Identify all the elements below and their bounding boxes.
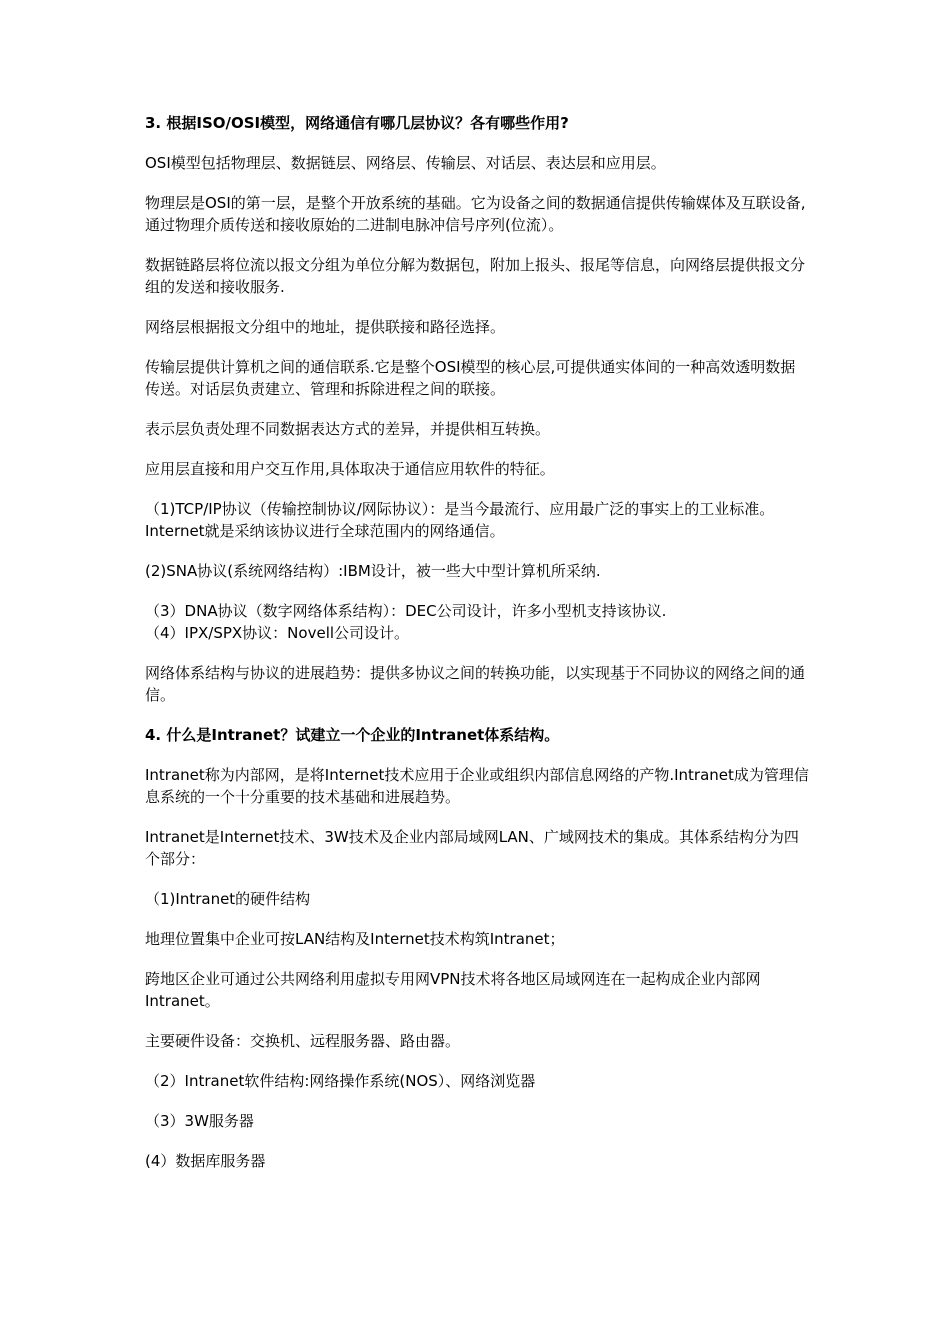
section-4-heading: 4. 什么是Intranet？试建立一个企业的Intranet体系结构。 <box>145 726 560 744</box>
paragraph-vpn: 跨地区企业可通过公共网络利用虚拟专用网VPN技术将各地区局域网连在一起构成企业内部网Intranet。 <box>145 970 761 1010</box>
paragraph-dna-protocol: （3）DNA协议（数字网络体系结构）：DEC公司设计，许多小型机支持该协议. <box>145 602 667 620</box>
paragraph-ipx-spx-protocol: （4）IPX/SPX协议：Novell公司设计。 <box>145 624 410 642</box>
paragraph-intranet-hardware: （1)Intranet的硬件结构 <box>145 890 311 908</box>
paragraph-physical-layer: 物理层是OSI的第一层，是整个开放系统的基础。它为设备之间的数据通信提供传输媒体及互联设备,通过物理介质传送和接收原始的二进制电脉冲信号序列(位流）。 <box>145 194 806 234</box>
paragraph-3w-server: （3）3W服务器 <box>145 1112 254 1130</box>
paragraph-application-layer: 应用层直接和用户交互作用,具体取决于通信应用软件的特征。 <box>145 460 555 478</box>
paragraph-intranet-software: （2）Intranet软件结构:网络操作系统(NOS）、网络浏览器 <box>145 1072 536 1090</box>
section-3-heading: 3. 根据ISO/OSI模型，网络通信有哪几层协议？各有哪些作用? <box>145 114 569 132</box>
document-body <box>145 112 810 1190</box>
paragraph-intranet-integration: Intranet是Internet技术、3W技术及企业内部局域网LAN、广域网技术的集成。其体系结构分为四个部分： <box>145 828 799 868</box>
paragraph-lan-structure: 地理位置集中企业可按LAN结构及Internet技术构筑Intranet； <box>145 930 565 948</box>
paragraph-osi-layers: OSI模型包括物理层、数据链层、网络层、传输层、对话层、表达层和应用层。 <box>145 154 666 172</box>
paragraph-protocol-trend: 网络体系结构与协议的进展趋势：提供多协议之间的转换功能，以实现基于不同协议的网络之间的通信。 <box>145 664 806 704</box>
paragraph-database-server: (4）数据库服务器 <box>145 1152 266 1170</box>
paragraph-presentation-layer: 表示层负责处理不同数据表达方式的差异，并提供相互转换。 <box>145 420 551 438</box>
paragraph-sna-protocol: (2)SNA协议(系统网络结构）:IBM设计，被一些大中型计算机所采纳. <box>145 562 601 580</box>
paragraph-transport-layer: 传输层提供计算机之间的通信联系.它是整个OSI模型的核心层,可提供通实体间的一种高效透明数据传送。对话层负责建立、管理和拆除进程之间的联接。 <box>145 358 796 398</box>
paragraph-hardware-devices: 主要硬件设备：交换机、远程服务器、路由器。 <box>145 1032 461 1050</box>
paragraph-network-layer: 网络层根据报文分组中的地址，提供联接和路径选择。 <box>145 318 506 336</box>
paragraph-tcpip-protocol: （1)TCP/IP协议（传输控制协议/网际协议）：是当今最流行、应用最广泛的事实上的工业标准。Internet就是采纳该协议进行全球范围内的网络通信。 <box>145 500 775 540</box>
paragraph-intranet-definition: Intranet称为内部网，是将Internet技术应用于企业或组织内部信息网络的产物.Intranet成为管理信息系统的一个十分重要的技术基础和进展趋势。 <box>145 766 809 806</box>
paragraph-data-link-layer: 数据链路层将位流以报文分组为单位分解为数据包，附加上报头、报尾等信息，向网络层提供报文分组的发送和接收服务. <box>145 256 806 296</box>
